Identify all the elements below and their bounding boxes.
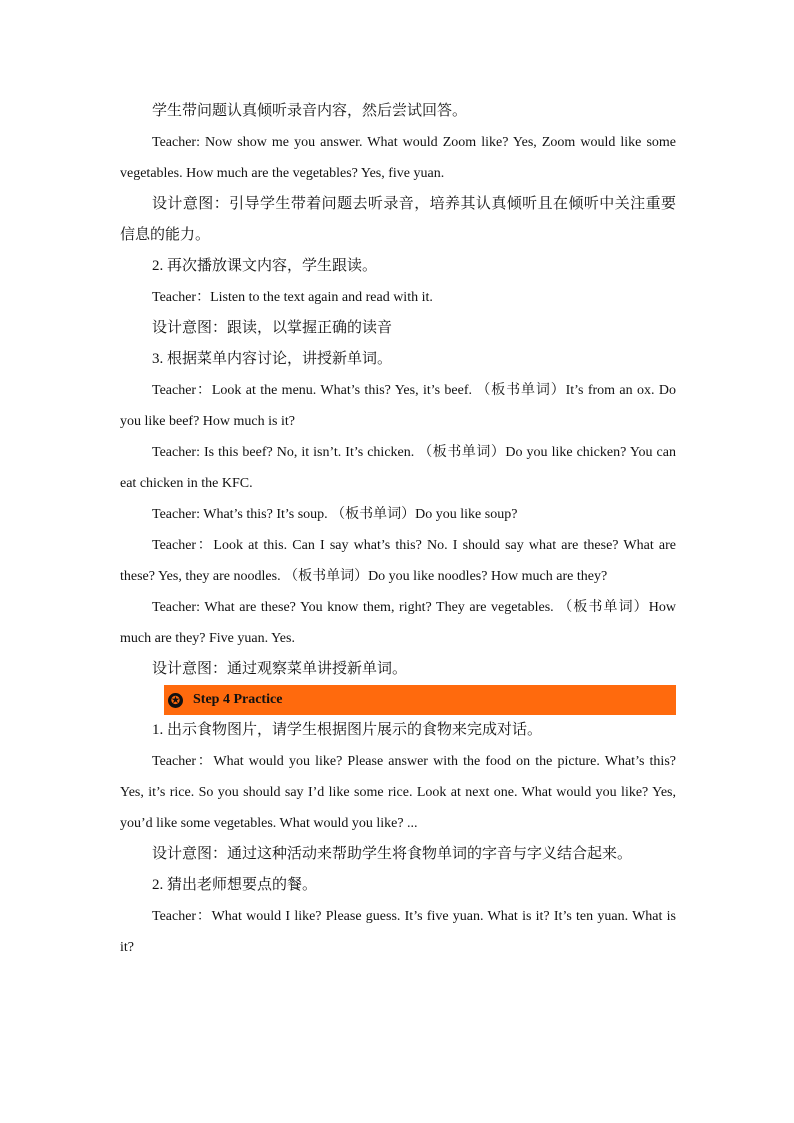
paragraph: Teacher: Now show me you answer. What would Zoom like? Yes, Zoom would like some vegetables. How much are the vegetables? Yes, five yuan. bbox=[120, 135, 676, 181]
paragraph: Teacher: What’s this? It’s soup. （板书单词）Do you like soup? bbox=[152, 507, 518, 522]
paragraph: 3. 根据菜单内容讨论，讲授新单词。 bbox=[152, 351, 393, 367]
paragraph: 2. 再次播放课文内容，学生跟读。 bbox=[152, 258, 378, 274]
design-intent: 设计意图：通过这种活动来帮助学生将食物单词的字音与字义结合起来。 bbox=[152, 846, 633, 862]
document-page bbox=[120, 96, 676, 963]
paragraph: Teacher: Is this beef? No, it isn’t. It’s chicken. （板书单词）Do you like chicken? You can eat chicken in the KFC. bbox=[120, 445, 676, 491]
star-icon: ✪ bbox=[168, 693, 183, 708]
paragraph: Teacher: What are these? You know them, right? They are vegetables. （板书单词）How much are they? Five yuan. Yes. bbox=[120, 600, 676, 646]
design-intent: 设计意图：跟读，以掌握正确的读音 bbox=[152, 320, 393, 336]
step-heading-label: Step 4 Practice bbox=[193, 692, 283, 707]
paragraph: 1. 出示食物图片，请学生根据图片展示的食物来完成对话。 bbox=[152, 722, 543, 738]
paragraph: Teacher：What would you like? Please answer with the food on the picture. What’s this? Yes, it’s rice. So you should say I’d like some rice. Look at next one. What would you like? Yes, you’d like some vegetables. What would you like? ... bbox=[120, 754, 676, 831]
step-heading-bar bbox=[164, 685, 676, 715]
paragraph: Teacher：What would I like? Please guess. It’s five yuan. What is it? It’s ten yuan. What is it? bbox=[120, 909, 676, 955]
design-intent: 设计意图：引导学生带着问题去听录音，培养其认真倾听且在倾听中关注重要信息的能力。 bbox=[120, 196, 676, 243]
design-intent: 设计意图：通过观察菜单讲授新单词。 bbox=[152, 661, 408, 677]
paragraph: 学生带问题认真倾听录音内容，然后尝试回答。 bbox=[152, 103, 468, 119]
paragraph: 2. 猜出老师想要点的餐。 bbox=[152, 877, 318, 893]
paragraph: Teacher：Listen to the text again and read with it. bbox=[152, 290, 433, 305]
paragraph: Teacher：Look at this. Can I say what’s this? No. I should say what are these? What are these? Yes, they are noodles. （板书单词）Do you like noodles? How much are they? bbox=[120, 538, 676, 584]
paragraph: Teacher：Look at the menu. What’s this? Yes, it’s beef. （板书单词）It’s from an ox. Do you like beef? How much is it? bbox=[120, 383, 676, 429]
